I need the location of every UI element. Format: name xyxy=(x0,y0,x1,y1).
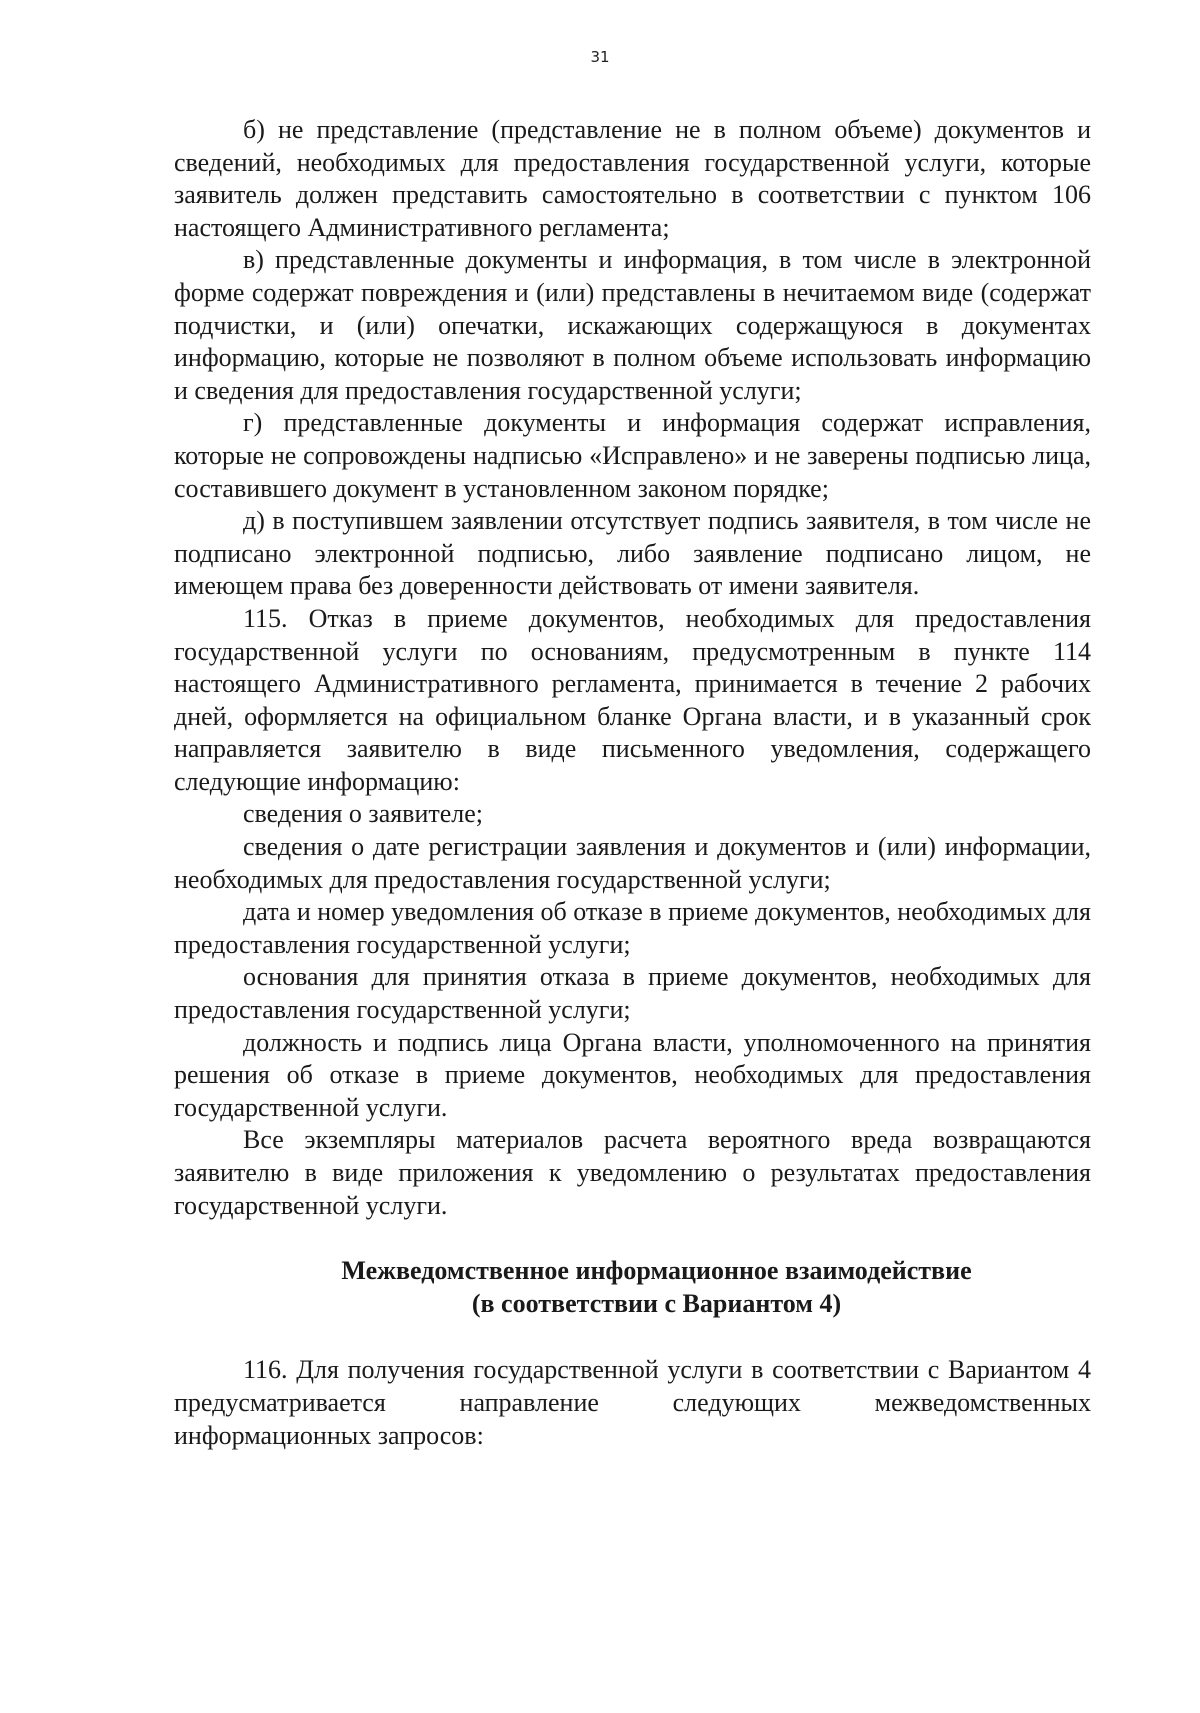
document-body xyxy=(174,114,1091,1452)
list-item-notice-number: дата и номер уведомления об отказе в приеме документов, необходимых для предоставления государственной услуги; xyxy=(174,897,1091,959)
paragraph-materials-return: Все экземпляры материалов расчета вероятного вреда возвращаются заявителю в виде приложения к уведомлению о результатах предоставления государственной услуги. xyxy=(174,1125,1091,1220)
paragraph-d: д) в поступившем заявлении отсутствует подпись заявителя, в том числе не подписано электронной подписью, либо заявление подписано лицом, не имеющем права без доверенности действовать от имени заявителя. xyxy=(174,506,1091,601)
section-heading-subtitle: (в соответствии с Вариантом 4) xyxy=(471,1288,842,1318)
paragraph-115: 115. Отказ в приеме документов, необходимых для предоставления государственной услуги по основаниям, предусмотренным в пункте 114 настоящего Административного регламента, принимается в течение 2 рабочих дней, оформляется на официальном бланке Органа власти, и в указанный срок направляется заявителю в виде письменного уведомления, содержащего следующие информацию: xyxy=(174,603,1091,796)
list-item-applicant-info: сведения о заявителе; xyxy=(243,799,484,829)
paragraph-g: г) представленные документы и информация содержат исправления, которые не сопровождены надписью «Исправлено» и не заверены подписью лица, составившего документ в установленном законом порядке; xyxy=(174,408,1091,503)
list-item-refusal-grounds: основания для принятия отказа в приеме документов, необходимых для предоставления государственной услуги; xyxy=(174,962,1091,1025)
section-heading xyxy=(174,1255,1091,1320)
section-heading-title: Межведомственное информационное взаимодействие xyxy=(341,1256,972,1286)
list-item-registration-date: сведения о дате регистрации заявления и документов и (или) информации, необходимых для предоставления государственной услуги; xyxy=(174,832,1091,894)
paragraph-116: 116. Для получения государственной услуги в соответствии с Вариантом 4 предусматривается направление следующих межведомственных информационных запросов: xyxy=(174,1355,1091,1450)
paragraph-v: в) представленные документы и информация, в том числе в электронной форме содержат повреждения и (или) представлены в нечитаемом виде (содержат подчистки, и (или) опечатки, искажающих содержащуюся в документах информацию, которые не позволяют в полном объеме использовать информацию и сведения для предоставления государственной услуги; xyxy=(174,245,1091,405)
paragraph-b: б) не представление (представление не в полном объеме) документов и сведений, необходимых для предоставления государственной услуги, которые заявитель должен представить самостоятельно в соответствии с пунктом 106 настоящего Административного регламента; xyxy=(174,115,1091,242)
page-number: 31 xyxy=(590,48,610,66)
list-item-official-signature: должность и подпись лица Органа власти, уполномоченного на принятия решения об отказе в приеме документов, необходимых для предоставления государственной услуги. xyxy=(174,1027,1091,1122)
